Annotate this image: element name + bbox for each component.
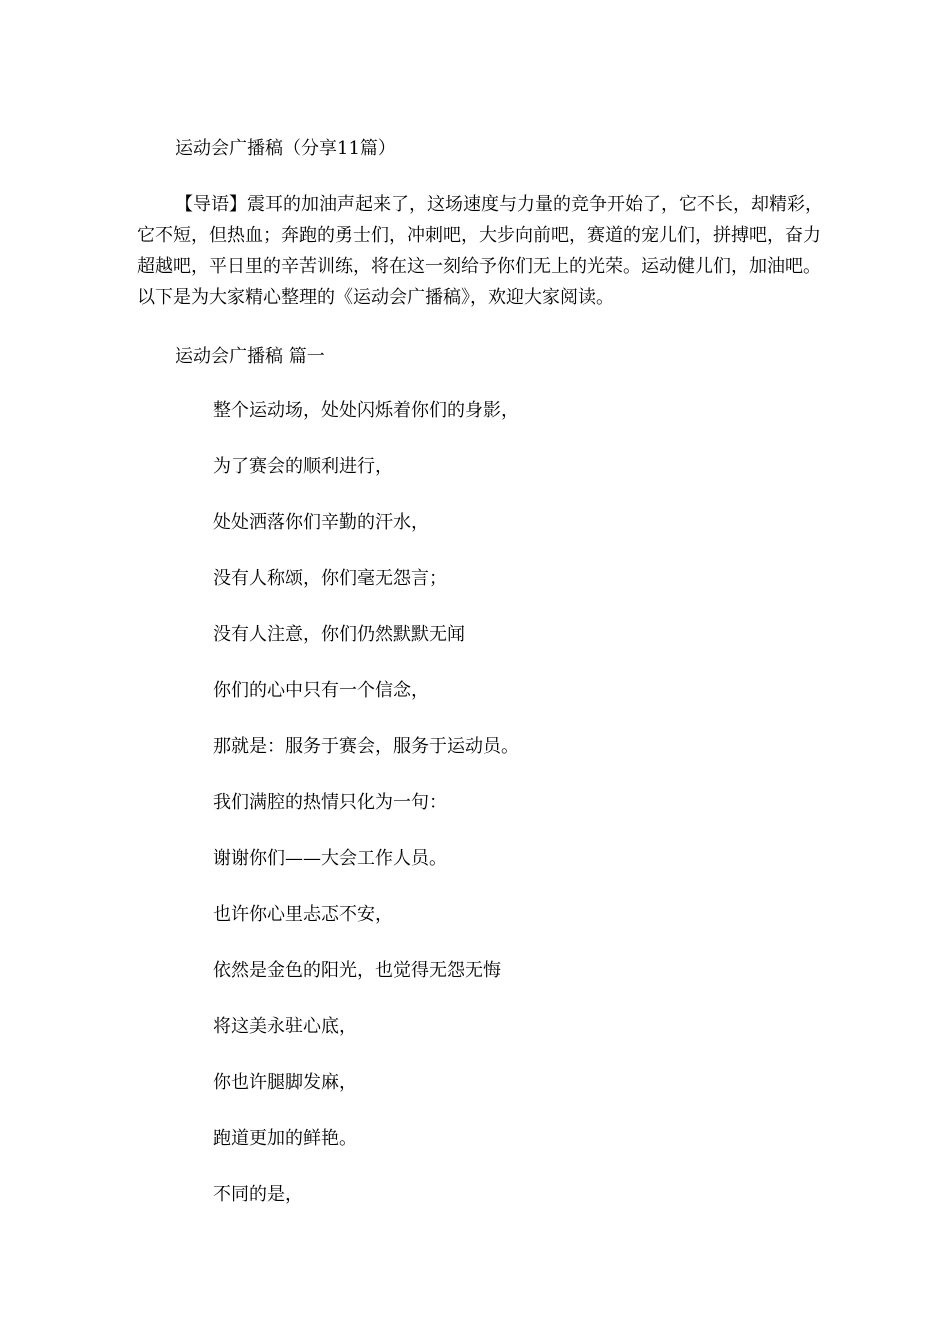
poem-line: 将这美永驻心底， xyxy=(213,1016,357,1037)
poem-line: 处处洒落你们辛勤的汗水， xyxy=(213,512,429,533)
poem-line: 你们的心中只有一个信念， xyxy=(213,680,429,701)
poem-line: 不同的是， xyxy=(213,1184,303,1205)
poem-line: 没有人注意，你们仍然默默无闻 xyxy=(213,624,465,645)
poem-lines xyxy=(213,397,519,1237)
poem-line: 我们满腔的热情只化为一句： xyxy=(213,792,447,813)
poem-line: 也许你心里忐忑不安， xyxy=(213,904,393,925)
poem-line: 整个运动场，处处闪烁着你们的身影， xyxy=(213,400,519,421)
document-title: 运动会广播稿（分享11篇） xyxy=(175,138,396,159)
poem-line: 依然是金色的阳光，也觉得无怨无悔 xyxy=(213,960,501,981)
poem-line: 那就是：服务于赛会，服务于运动员。 xyxy=(213,736,519,757)
poem-line: 跑道更加的鲜艳。 xyxy=(213,1128,357,1149)
poem-line: 没有人称颂，你们毫无怨言； xyxy=(213,568,447,589)
poem-line: 为了赛会的顺利进行， xyxy=(213,456,393,477)
poem-line: 谢谢你们——大会工作人员。 xyxy=(213,848,447,869)
section-title: 运动会广播稿 篇一 xyxy=(175,346,325,367)
poem-line: 你也许腿脚发麻， xyxy=(213,1072,357,1093)
intro-paragraph: 【导语】震耳的加油声起来了，这场速度与力量的竞争开始了，它不长，却精彩，它不短，但热血；奔跑的勇士们，冲刺吧，大步向前吧，赛道的宠儿们，拼搏吧，奋力超越吧，平日里的辛苦训练，将在这一刻给予你们无上的光荣。运动健儿们，加油吧。以下是为大家精心整理的《运动会广播稿》，欢迎大家阅读。 xyxy=(137,194,823,308)
